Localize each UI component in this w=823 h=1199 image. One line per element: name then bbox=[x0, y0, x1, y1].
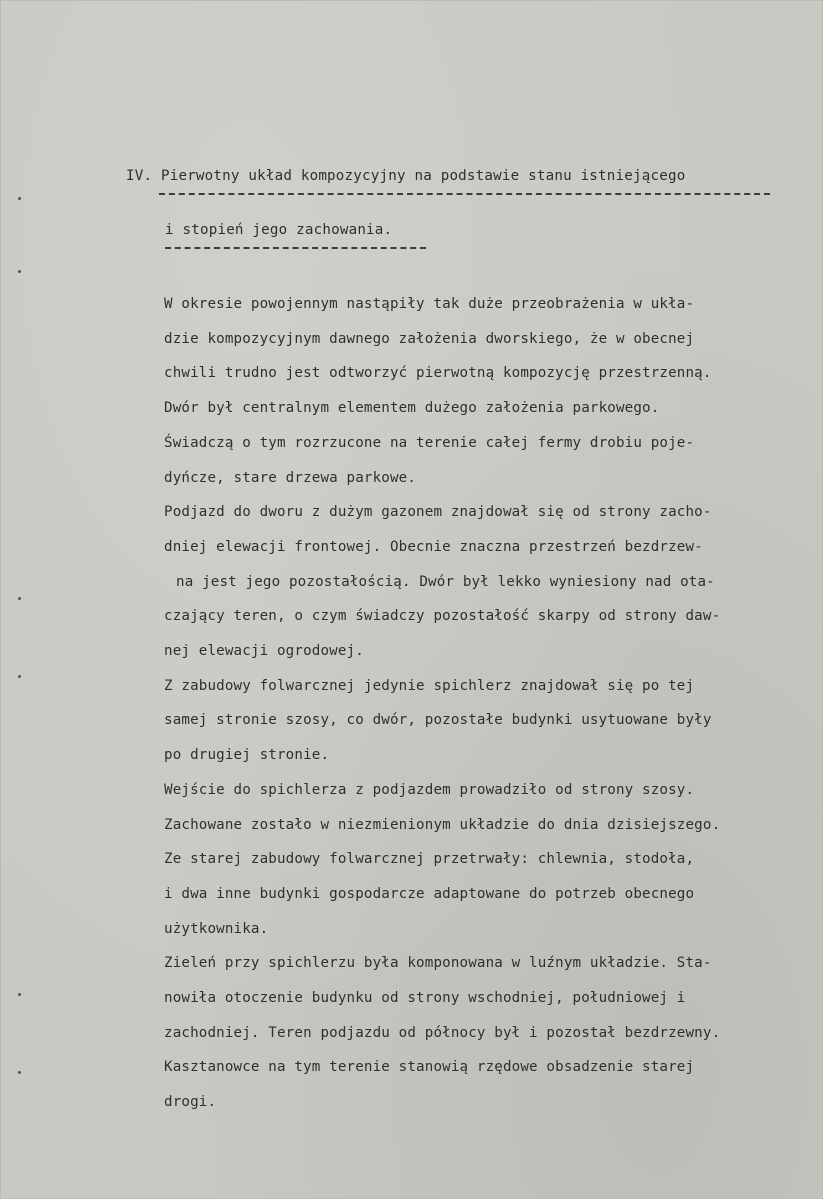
text-line: Świadczą o tym rozrzucone na terenie całej fermy drobiu poje- bbox=[164, 434, 695, 451]
text-line: W okresie powojennym nastąpiły tak duże przeobrażenia w ukła- bbox=[164, 296, 695, 312]
text-line: Wejście do spichlerza z podjazdem prowadziło od strony szosy. bbox=[164, 781, 695, 798]
section-heading-line-1: IV. Pierwotny układ kompozycyjny na podstawie stanu istniejącego bbox=[126, 168, 686, 184]
text-line: Dwór był centralnym elementem dużego założenia parkowego. bbox=[164, 400, 660, 417]
text-line: nej elewacji ogrodowej. bbox=[164, 643, 364, 660]
text-line: Ze starej zabudowy folwarcznej przetrwały: chlewnia, stodoła, bbox=[164, 851, 695, 868]
text-line: samej stronie szosy, co dwór, pozostałe budynki usytuowane były bbox=[164, 712, 712, 729]
heading-underline-1 bbox=[159, 193, 770, 195]
margin-punch-dot bbox=[18, 993, 21, 996]
text-line: i dwa inne budynki gospodarcze adaptowane do potrzeb obecnego bbox=[164, 885, 695, 902]
margin-punch-dot bbox=[18, 675, 21, 678]
text-line: Z zabudowy folwarcznej jedynie spichlerz znajdował się po tej bbox=[164, 677, 695, 694]
margin-punch-dot bbox=[18, 597, 21, 600]
text-line: Zieleń przy spichlerzu była komponowana w luźnym układzie. Sta- bbox=[164, 955, 712, 972]
text-line: dzie kompozycyjnym dawnego założenia dworskiego, że w obecnej bbox=[164, 330, 695, 347]
text-line: Kasztanowce na tym terenie stanowią rzędowe obsadzenie starej bbox=[164, 1059, 695, 1076]
text-line: czający teren, o czym świadczy pozostałość skarpy od strony daw- bbox=[164, 608, 721, 625]
text-line: użytkownika. bbox=[164, 920, 269, 937]
text-line: chwili trudno jest odtworzyć pierwotną kompozycję przestrzenną. bbox=[164, 365, 712, 382]
margin-punch-dot bbox=[18, 197, 21, 200]
margin-punch-dot bbox=[18, 1071, 21, 1074]
text-line: po drugiej stronie. bbox=[164, 747, 330, 764]
text-line: zachodniej. Teren podjazdu od północy był i pozostał bezdrzewny. bbox=[164, 1024, 721, 1041]
text-line: Zachowane zostało w niezmienionym układzie do dnia dzisiejszego. bbox=[164, 816, 721, 833]
text-line: dniej elewacji frontowej. Obecnie znaczna przestrzeń bezdrzew- bbox=[164, 538, 703, 555]
text-line: nowiła otoczenie budynku od strony wschodniej, południowej i bbox=[164, 990, 686, 1007]
text-line: dyńcze, stare drzewa parkowe. bbox=[164, 469, 417, 486]
text-line: Podjazd do dworu z dużym gazonem znajdował się od strony zacho- bbox=[164, 504, 712, 521]
text-line: na jest jego pozostałością. Dwór był lekko wyniesiony nad ota- bbox=[176, 573, 715, 590]
margin-punch-dot bbox=[18, 270, 21, 273]
body-text bbox=[164, 287, 823, 1120]
heading-underline-2 bbox=[165, 247, 426, 249]
section-heading-line-2: i stopień jego zachowania. bbox=[165, 222, 393, 238]
text-line: drogi. bbox=[164, 1094, 217, 1111]
